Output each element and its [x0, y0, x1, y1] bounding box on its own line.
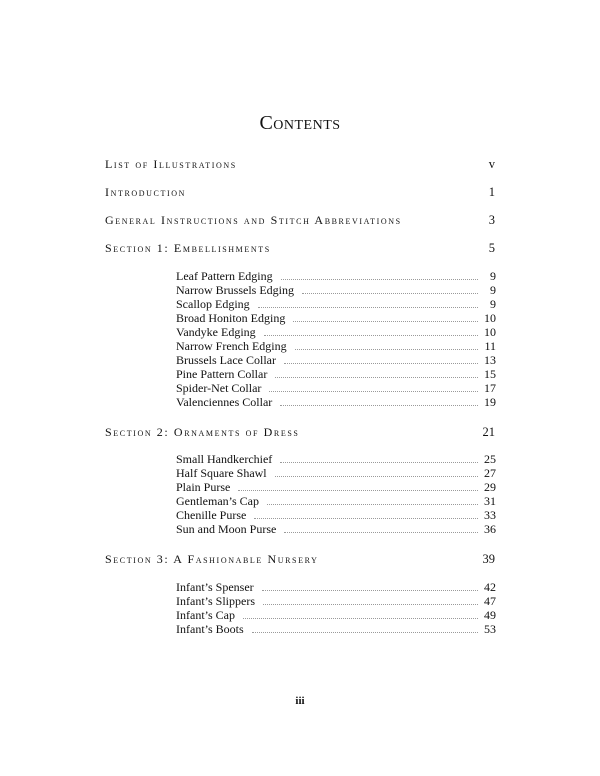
toc-subentry-label: Infant’s Slippers	[176, 594, 255, 608]
toc-subentry[interactable]	[176, 480, 496, 494]
toc-subentry-label: Valenciennes Collar	[176, 395, 273, 409]
toc-entry-page: 39	[482, 552, 495, 566]
toc-entry-list-of-illustrations[interactable]	[105, 157, 495, 172]
toc-subentry-page: 11	[484, 339, 496, 353]
toc-subentry-label: Narrow Brussels Edging	[176, 283, 294, 297]
dot-leader	[269, 383, 478, 392]
toc-subentry-page: 10	[484, 311, 496, 325]
toc-subentry-label: Gentleman’s Cap	[176, 494, 259, 508]
toc-subentry-label: Spider-Net Collar	[176, 381, 262, 395]
toc-subentry-page: 9	[490, 283, 496, 297]
toc-subentry-label: Broad Honiton Edging	[176, 311, 286, 325]
dot-leader	[280, 454, 478, 463]
toc-subentry-page: 13	[484, 353, 496, 367]
section-2-item-list	[176, 452, 496, 536]
dot-leader	[281, 271, 478, 280]
toc-subentry-page: 9	[490, 269, 496, 283]
dot-leader	[295, 341, 478, 350]
dot-leader	[258, 299, 478, 308]
toc-entry-page: 5	[488, 241, 495, 255]
toc-subentry-label: Infant’s Cap	[176, 608, 235, 622]
toc-subentry-label: Sun and Moon Purse	[176, 522, 277, 536]
toc-subentry-label: Scallop Edging	[176, 297, 250, 311]
toc-subentry[interactable]	[176, 367, 496, 381]
dot-leader	[264, 327, 478, 336]
toc-subentry-label: Infant’s Spenser	[176, 580, 254, 594]
toc-subentry-page: 17	[484, 381, 496, 395]
toc-subentry-page: 53	[484, 622, 496, 636]
toc-subentry-label: Infant’s Boots	[176, 622, 244, 636]
toc-subentry[interactable]	[176, 395, 496, 409]
dot-leader	[267, 496, 478, 505]
toc-entry-page: 3	[488, 213, 495, 227]
toc-subentry-label: Chenille Purse	[176, 508, 247, 522]
toc-entry-section-2[interactable]	[105, 425, 495, 440]
toc-subentry-label: Plain Purse	[176, 480, 231, 494]
toc-subentry-label: Pine Pattern Collar	[176, 367, 268, 381]
toc-subentry-page: 15	[484, 367, 496, 381]
toc-subentry-label: Brussels Lace Collar	[176, 353, 276, 367]
toc-subentry-page: 29	[484, 480, 496, 494]
toc-subentry-page: 47	[484, 594, 496, 608]
toc-subentry[interactable]	[176, 297, 496, 311]
dot-leader	[302, 285, 478, 294]
page-number: iii	[295, 695, 305, 707]
toc-subentry-page: 25	[484, 452, 496, 466]
toc-entry-section-3[interactable]	[105, 552, 495, 567]
toc-entry-label: General Instructions and Stitch Abbreviations	[105, 213, 402, 227]
toc-entry-page: 21	[482, 425, 495, 439]
toc-subentry-page: 27	[484, 466, 496, 480]
dot-leader	[263, 596, 478, 605]
toc-subentry[interactable]	[176, 622, 496, 636]
toc-entry-page: 1	[488, 185, 495, 199]
dot-leader	[293, 313, 478, 322]
dot-leader	[254, 510, 478, 519]
toc-entry-label: Section 3: A Fashionable Nursery	[105, 552, 319, 566]
toc-subentry-page: 42	[484, 580, 496, 594]
toc-subentry[interactable]	[176, 608, 496, 622]
toc-subentry[interactable]	[176, 594, 496, 608]
toc-subentry[interactable]	[176, 381, 496, 395]
dot-leader	[243, 610, 478, 619]
dot-leader	[238, 482, 478, 491]
toc-subentry[interactable]	[176, 283, 496, 297]
section-3-item-list	[176, 580, 496, 636]
toc-subentry-label: Vandyke Edging	[176, 325, 256, 339]
toc-entry-page: v	[488, 157, 495, 171]
dot-leader	[275, 369, 478, 378]
toc-entry-general-instructions[interactable]	[105, 213, 495, 228]
dot-leader	[262, 582, 478, 591]
toc-subentry[interactable]	[176, 580, 496, 594]
toc-subentry[interactable]	[176, 325, 496, 339]
toc-subentry[interactable]	[176, 466, 496, 480]
dot-leader	[284, 524, 478, 533]
toc-subentry-page: 36	[484, 522, 496, 536]
toc-subentry[interactable]	[176, 353, 496, 367]
toc-subentry-page: 19	[484, 395, 496, 409]
page-title: Contents	[259, 112, 341, 134]
toc-subentry[interactable]	[176, 508, 496, 522]
toc-subentry-page: 31	[484, 494, 496, 508]
dot-leader	[275, 468, 478, 477]
toc-subentry[interactable]	[176, 522, 496, 536]
toc-subentry[interactable]	[176, 269, 496, 283]
section-1-item-list	[176, 269, 496, 409]
toc-subentry-label: Narrow French Edging	[176, 339, 287, 353]
toc-entry-introduction[interactable]	[105, 185, 495, 200]
toc-subentry-label: Half Square Shawl	[176, 466, 267, 480]
toc-subentry[interactable]	[176, 311, 496, 325]
dot-leader	[284, 355, 478, 364]
toc-entry-label: List of Illustrations	[105, 157, 237, 171]
toc-subentry-label: Small Handkerchief	[176, 452, 273, 466]
toc-subentry-label: Leaf Pattern Edging	[176, 269, 273, 283]
toc-entry-section-1[interactable]	[105, 241, 495, 256]
toc-entry-label: Section 1: Embellishments	[105, 241, 271, 255]
dot-leader	[280, 397, 478, 406]
toc-subentry-page: 9	[490, 297, 496, 311]
toc-subentry-page: 33	[484, 508, 496, 522]
toc-subentry[interactable]	[176, 494, 496, 508]
toc-subentry[interactable]	[176, 452, 496, 466]
toc-subentry-page: 10	[484, 325, 496, 339]
toc-entry-label: Introduction	[105, 185, 186, 199]
toc-entry-label: Section 2: Ornaments of Dress	[105, 425, 300, 439]
dot-leader	[252, 624, 478, 633]
toc-subentry[interactable]	[176, 339, 496, 353]
toc-subentry-page: 49	[484, 608, 496, 622]
